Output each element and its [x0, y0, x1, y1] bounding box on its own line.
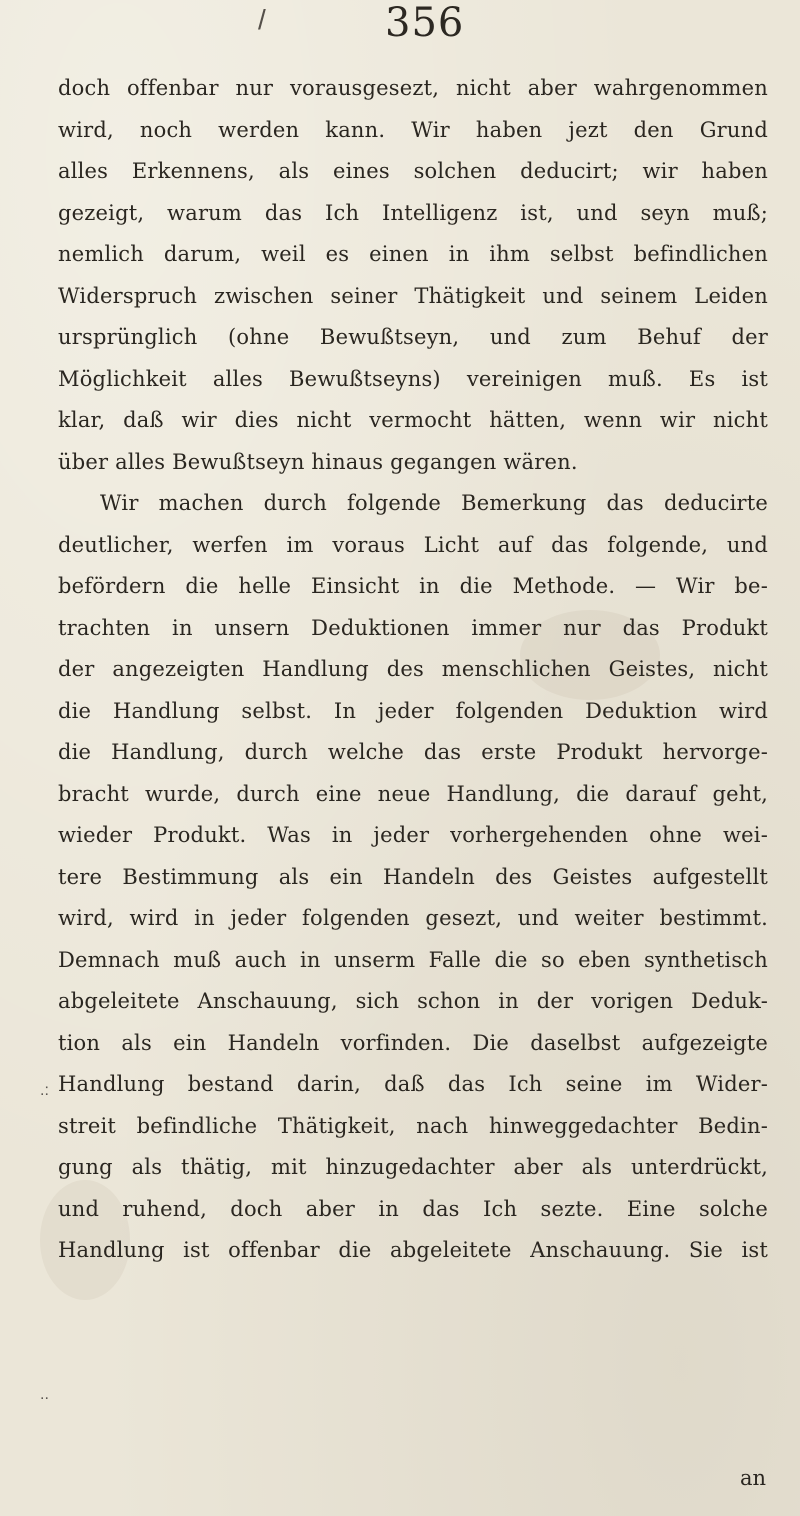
- text-line: die Handlung selbst. In jeder folgenden Deduktion wird: [58, 698, 768, 723]
- text-line: gung als thätig, mit hinzugedachter aber als unterdrückt,: [58, 1155, 768, 1179]
- page-top-mark: /: [258, 4, 266, 35]
- text-line: gezeigt, warum das Ich Intelligenz ist, und seyn muß;: [58, 200, 768, 225]
- text-line: Handlung ist offenbar die abgeleitete Anschauung. Sie ist: [58, 1238, 768, 1262]
- text-line: über alles Bewußtseyn hinaus gegangen wären.: [58, 449, 578, 474]
- text-line: alles Erkennens, als eines solchen deducirt; wir haben: [58, 159, 768, 183]
- text-line: klar, daß wir dies nicht vermocht hätten, wenn wir nicht: [58, 408, 768, 432]
- text-line: Demnach muß auch in unserm Falle die so eben synthetisch: [58, 947, 768, 972]
- text-line: tere Bestimmung als ein Handeln des Geistes aufgestellt: [58, 864, 768, 889]
- text-line: wieder Produkt. Was in jeder vorhergehenden ohne wei-: [58, 823, 768, 847]
- text-line: abgeleitete Anschauung, sich schon in der vorigen Deduk-: [58, 989, 768, 1013]
- margin-mark: .:: [40, 1082, 49, 1099]
- text-line: der angezeigten Handlung des menschlichen Geistes, nicht: [58, 657, 768, 681]
- text-line: streit befindliche Thätigkeit, nach hinweggedachter Bedin-: [58, 1113, 768, 1138]
- margin-mark: ..: [40, 1386, 49, 1403]
- text-line: tion als ein Handeln vorfinden. Die daselbst aufgezeigte: [58, 1030, 768, 1055]
- page-number: 356: [385, 0, 465, 46]
- text-line: nemlich darum, weil es einen in ihm selbst befindlichen: [58, 242, 768, 266]
- text-line: deutlicher, werfen im voraus Licht auf das folgende, und: [58, 532, 768, 557]
- text-line: die Handlung, durch welche das erste Produkt hervorge-: [58, 740, 768, 764]
- text-line: wird, wird in jeder folgenden gesezt, und weiter bestimmt.: [58, 906, 768, 930]
- text-line: trachten in unsern Deduktionen immer nur das Produkt: [58, 615, 768, 640]
- text-line: und ruhend, doch aber in das Ich sezte. Eine solche: [58, 1196, 768, 1221]
- text-line: Wir machen durch folgende Bemerkung das deducirte: [100, 491, 768, 515]
- text-line: doch offenbar nur vorausgesezt, nicht aber wahrgenommen: [58, 76, 768, 100]
- text-line: wird, noch werden kann. Wir haben jezt den Grund: [58, 117, 768, 142]
- catchword: an: [739, 1466, 766, 1490]
- text-line: befördern die helle Einsicht in die Methode. — Wir be-: [58, 574, 768, 598]
- text-line: Handlung bestand darin, daß das Ich seine im Wider-: [58, 1072, 768, 1096]
- text-line: Widerspruch zwischen seiner Thätigkeit und seinem Leiden: [58, 283, 768, 308]
- text-line: ursprünglich (ohne Bewußtseyn, und zum Behuf der: [58, 325, 768, 349]
- text-line: bracht wurde, durch eine neue Handlung, die darauf geht,: [58, 781, 768, 806]
- text-line: Möglichkeit alles Bewußtseyns) vereinigen muß. Es ist: [58, 366, 768, 391]
- body-text: [58, 68, 768, 1272]
